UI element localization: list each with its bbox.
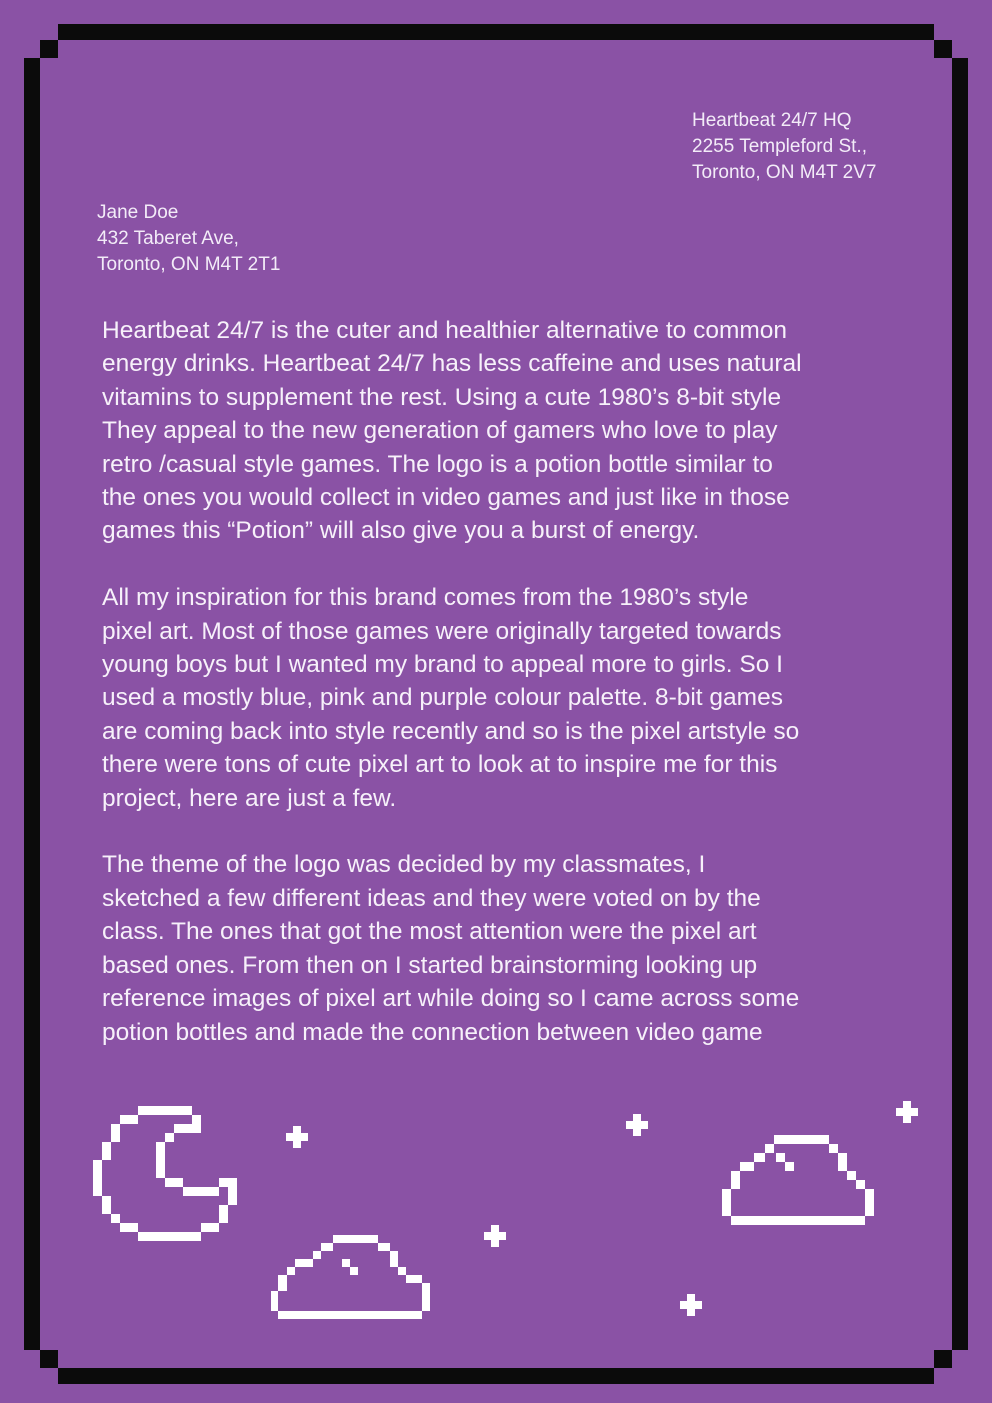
body-line: retro /casual style games. The logo is a potion bottle similar to (102, 450, 773, 478)
paragraph (102, 581, 912, 815)
body-line: The theme of the logo was decided by my classmates, I (102, 851, 706, 879)
body-line: energy drinks. Heartbeat 24/7 has less caffeine and uses natural (102, 350, 802, 378)
body-line: games this “Potion” will also give you a burst of energy. (102, 517, 700, 545)
body-line: based ones. From then on I started brainstorming looking up (102, 951, 758, 979)
recipient-line: Jane Doe (97, 202, 179, 223)
letter-body (102, 314, 912, 1082)
body-line: reference images of pixel art while doing so I came across some (102, 985, 800, 1013)
body-line: there were tons of cute pixel art to look at to inspire me for this (102, 751, 778, 779)
recipient-line: Toronto, ON M4T 2T1 (97, 254, 281, 275)
body-line: They appeal to the new generation of gamers who love to play (102, 417, 778, 445)
body-line: Heartbeat 24/7 is the cuter and healthier alternative to common (102, 317, 788, 344)
body-line: the ones you would collect in video games and just like in those (102, 484, 790, 512)
sender-line: 2255 Templeford St., (692, 136, 867, 157)
paragraph (102, 848, 912, 1048)
body-line: vitamins to supplement the rest. Using a cute 1980’s 8-bit style (102, 383, 782, 411)
recipient-address (97, 200, 280, 278)
body-line: young boys but I wanted my brand to appeal more to girls. So I (102, 651, 783, 679)
body-line: class. The ones that got the most attention were the pixel art (102, 918, 757, 946)
body-line: project, here are just a few. (102, 784, 397, 812)
body-line: potion bottles and made the connection between video game (102, 1018, 763, 1046)
body-line: are coming back into style recently and so is the pixel artstyle so (102, 717, 800, 745)
sender-address (692, 108, 876, 186)
recipient-line: 432 Taberet Ave, (97, 228, 239, 249)
body-line: pixel art. Most of those games were originally targeted towards (102, 617, 782, 645)
body-line: All my inspiration for this brand comes from the 1980’s style (102, 584, 749, 612)
sender-line: Heartbeat 24/7 HQ (692, 110, 852, 131)
body-line: sketched a few different ideas and they were voted on by the (102, 884, 761, 912)
sender-line: Toronto, ON M4T 2V7 (692, 162, 877, 183)
body-line: used a mostly blue, pink and purple colour palette. 8-bit games (102, 684, 783, 712)
paragraph (102, 314, 912, 548)
